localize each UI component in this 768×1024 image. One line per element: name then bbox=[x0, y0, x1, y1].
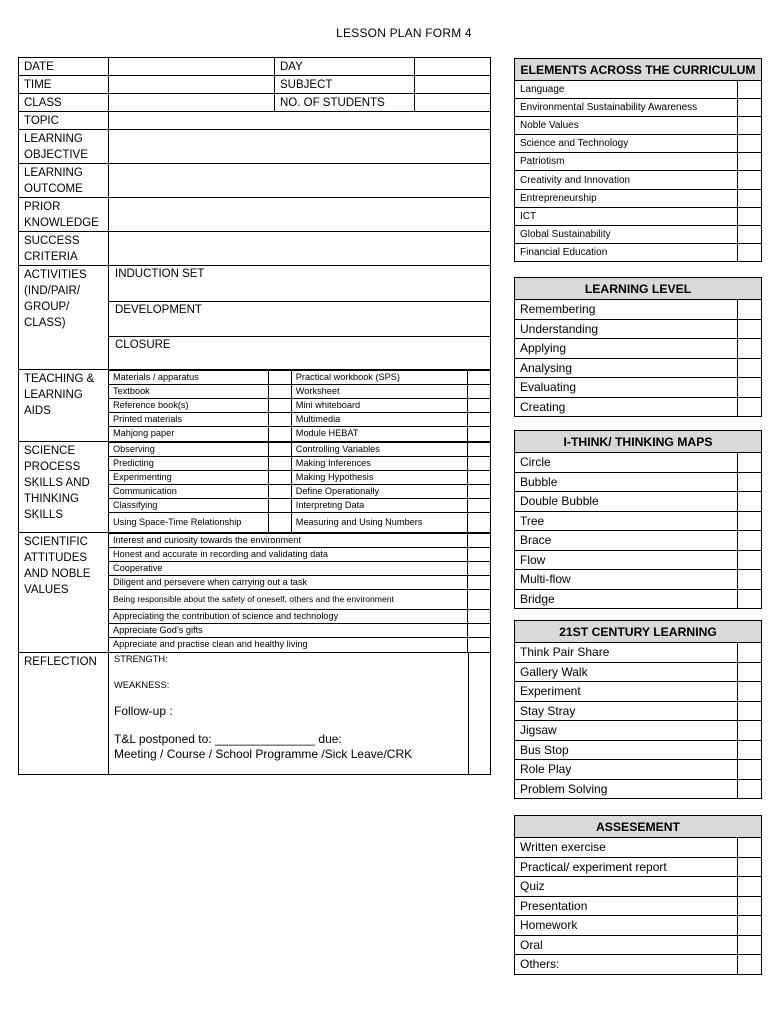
elements-title: ELEMENTS ACROSS THE CURRICULUM bbox=[515, 59, 762, 81]
learning-outcome-label: LEARNING OUTCOME bbox=[19, 164, 109, 198]
time-field[interactable] bbox=[109, 76, 275, 94]
list-item-label: Remembering bbox=[515, 300, 738, 320]
list-item bbox=[515, 319, 762, 339]
subject-field[interactable] bbox=[415, 76, 491, 94]
item-label: Making Hypothesis bbox=[291, 470, 467, 484]
list-item bbox=[515, 740, 762, 760]
list-item-label: Double Bubble bbox=[515, 492, 738, 512]
list-item-label: Environmental Sustainability Awareness bbox=[515, 99, 738, 117]
list-item bbox=[515, 492, 762, 512]
list-item-label: Multi-flow bbox=[515, 570, 738, 590]
item-label: Observing bbox=[109, 442, 269, 456]
item-checkbox[interactable] bbox=[467, 427, 490, 441]
learning-outcome-field[interactable] bbox=[109, 164, 491, 198]
table-row bbox=[109, 534, 490, 548]
table-row bbox=[109, 371, 490, 385]
list-item-label: Practical/ experiment report bbox=[515, 857, 738, 877]
item-label: Measuring and Using Numbers bbox=[291, 512, 467, 532]
science-process-cell bbox=[109, 441, 491, 533]
list-item bbox=[515, 662, 762, 682]
list-item-checkbox[interactable] bbox=[737, 760, 761, 780]
scientific-attitudes-cell bbox=[109, 533, 491, 653]
attitude-label: Cooperative bbox=[109, 562, 467, 576]
weakness-label: WEAKNESS: bbox=[114, 679, 170, 690]
list-item bbox=[515, 877, 762, 897]
strength-label: STRENGTH: bbox=[114, 653, 168, 664]
list-item-label: ICT bbox=[515, 207, 738, 225]
list-item-checkbox[interactable] bbox=[738, 358, 762, 378]
learning-objective-label: LEARNING OBJECTIVE bbox=[19, 130, 109, 164]
list-item bbox=[515, 378, 762, 398]
item-label: Mini whiteboard bbox=[291, 399, 467, 413]
list-item-label: Patriotism bbox=[515, 153, 738, 171]
table-row bbox=[109, 512, 490, 532]
item-label: Interpreting Data bbox=[291, 498, 467, 512]
list-item-checkbox[interactable] bbox=[738, 117, 762, 135]
science-process-table bbox=[109, 442, 490, 533]
reflection-cell bbox=[109, 652, 491, 774]
scientific-attitudes-table bbox=[109, 533, 490, 652]
reflection-label: REFLECTION bbox=[19, 652, 109, 774]
item-checkbox[interactable] bbox=[269, 413, 292, 427]
attitude-label: Appreciate God’s gifts bbox=[109, 624, 467, 638]
table-row bbox=[109, 638, 490, 652]
list-item-checkbox[interactable] bbox=[737, 511, 761, 531]
list-item bbox=[515, 99, 762, 117]
list-item-checkbox[interactable] bbox=[738, 378, 762, 398]
item-checkbox[interactable] bbox=[467, 413, 490, 427]
list-item-label: Jigsaw bbox=[515, 721, 738, 741]
list-item-label: Think Pair Share bbox=[515, 643, 738, 663]
activities-cell bbox=[109, 266, 491, 370]
list-item-label: Bridge bbox=[515, 589, 738, 609]
item-checkbox[interactable] bbox=[269, 399, 292, 413]
list-item bbox=[515, 721, 762, 741]
list-item bbox=[515, 896, 762, 916]
list-item-label: Creating bbox=[515, 397, 738, 417]
induction-set-field[interactable]: INDUCTION SET bbox=[109, 266, 490, 301]
list-item bbox=[515, 779, 762, 799]
c21-title: 21ST CENTURY LEARNING bbox=[515, 621, 762, 643]
list-item bbox=[515, 643, 762, 663]
item-checkbox[interactable] bbox=[467, 484, 490, 498]
table-row bbox=[109, 385, 490, 399]
list-item-label: Oral bbox=[515, 935, 738, 955]
list-item-checkbox[interactable] bbox=[737, 550, 761, 570]
c21-table bbox=[514, 620, 762, 799]
list-item-label: Homework bbox=[515, 916, 738, 936]
item-label: Mahjong paper bbox=[109, 427, 269, 441]
list-item-label: Presentation bbox=[515, 896, 738, 916]
item-label: Experimenting bbox=[109, 470, 269, 484]
attitude-label: Diligent and persevere when carrying out a task bbox=[109, 576, 467, 590]
list-item-checkbox[interactable] bbox=[738, 99, 762, 117]
item-label: Printed materials bbox=[109, 413, 269, 427]
item-label: Worksheet bbox=[291, 385, 467, 399]
list-item-label: Gallery Walk bbox=[515, 662, 738, 682]
list-item bbox=[515, 189, 762, 207]
science-process-label: SCIENCE PROCESS SKILLS AND THINKING SKILLS bbox=[19, 441, 109, 533]
list-item-checkbox[interactable] bbox=[738, 339, 762, 359]
teaching-aids-table bbox=[109, 370, 490, 441]
list-item-label: Language bbox=[515, 81, 738, 99]
postpone-reasons: Meeting / Course / School Programme /Sick Leave/CRK bbox=[114, 746, 413, 761]
topic-label: TOPIC bbox=[19, 112, 109, 130]
table-row bbox=[109, 548, 490, 562]
list-item bbox=[515, 300, 762, 320]
list-item-label: Tree bbox=[515, 511, 738, 531]
list-item-checkbox[interactable] bbox=[738, 171, 762, 189]
list-item-checkbox[interactable] bbox=[738, 189, 762, 207]
item-checkbox[interactable] bbox=[467, 442, 490, 456]
list-item bbox=[515, 358, 762, 378]
attitude-checkbox[interactable] bbox=[467, 576, 490, 590]
table-row bbox=[109, 576, 490, 590]
list-item bbox=[515, 511, 762, 531]
attitude-label: Appreciate and practise clean and healthy living bbox=[109, 638, 467, 652]
list-item bbox=[515, 935, 762, 955]
attitude-checkbox[interactable] bbox=[467, 638, 490, 652]
list-item-checkbox[interactable] bbox=[737, 721, 761, 741]
attitude-checkbox[interactable] bbox=[467, 624, 490, 638]
item-checkbox[interactable] bbox=[269, 442, 292, 456]
reflection-checkbox[interactable] bbox=[468, 653, 490, 774]
item-label: Materials / apparatus bbox=[109, 371, 269, 385]
topic-field[interactable] bbox=[109, 112, 491, 130]
followup-label: Follow-up : bbox=[114, 703, 173, 718]
table-row bbox=[109, 456, 490, 470]
list-item bbox=[515, 397, 762, 417]
list-item-label: Circle bbox=[515, 453, 738, 473]
table-row bbox=[109, 399, 490, 413]
attitude-checkbox[interactable] bbox=[467, 548, 490, 562]
list-item-checkbox[interactable] bbox=[737, 643, 761, 663]
table-row bbox=[109, 624, 490, 638]
list-item-label: Applying bbox=[515, 339, 738, 359]
list-item-checkbox[interactable] bbox=[737, 453, 761, 473]
development-field[interactable]: DEVELOPMENT bbox=[109, 301, 490, 336]
elements-table bbox=[514, 58, 762, 262]
list-item bbox=[515, 589, 762, 609]
list-item-checkbox[interactable] bbox=[738, 225, 762, 243]
list-item-checkbox[interactable] bbox=[738, 243, 762, 261]
list-item-label: Creativity and Innovation bbox=[515, 171, 738, 189]
list-item-label: Quiz bbox=[515, 877, 738, 897]
day-label: DAY bbox=[275, 58, 415, 76]
subject-label: SUBJECT bbox=[275, 76, 415, 94]
item-label: Controlling Variables bbox=[291, 442, 467, 456]
list-item bbox=[515, 243, 762, 261]
list-item-label: Noble Values bbox=[515, 117, 738, 135]
list-item bbox=[515, 550, 762, 570]
item-label: Classifying bbox=[109, 498, 269, 512]
no-students-field[interactable] bbox=[415, 94, 491, 112]
list-item-label: Evaluating bbox=[515, 378, 738, 398]
learning-objective-field[interactable] bbox=[109, 130, 491, 164]
list-item-checkbox[interactable] bbox=[737, 838, 761, 858]
item-label: Making Inferences bbox=[291, 456, 467, 470]
list-item-checkbox[interactable] bbox=[737, 877, 761, 897]
list-item bbox=[515, 570, 762, 590]
table-row bbox=[109, 484, 490, 498]
table-row bbox=[109, 590, 490, 610]
item-label: Multimedia bbox=[291, 413, 467, 427]
attitude-checkbox[interactable] bbox=[467, 534, 490, 548]
success-criteria-label: SUCCESS CRITERIA bbox=[19, 232, 109, 266]
item-checkbox[interactable] bbox=[269, 470, 292, 484]
attitude-label: Interest and curiosity towards the environment bbox=[109, 534, 467, 548]
ithink-table bbox=[514, 430, 762, 609]
item-checkbox[interactable] bbox=[269, 427, 292, 441]
list-item-checkbox[interactable] bbox=[737, 589, 761, 609]
list-item-label: Entrepreneurship bbox=[515, 189, 738, 207]
item-checkbox[interactable] bbox=[467, 399, 490, 413]
time-label: TIME bbox=[19, 76, 109, 94]
list-item bbox=[515, 153, 762, 171]
list-item-checkbox[interactable] bbox=[737, 935, 761, 955]
list-item bbox=[515, 682, 762, 702]
list-item-checkbox[interactable] bbox=[737, 492, 761, 512]
list-item-label: Financial Education bbox=[515, 243, 738, 261]
list-item bbox=[515, 838, 762, 858]
item-label: Reference book(s) bbox=[109, 399, 269, 413]
table-row bbox=[109, 427, 490, 441]
scientific-attitudes-label: SCIENTIFIC ATTITUDES AND NOBLE VALUES bbox=[19, 533, 109, 653]
lesson-plan-table bbox=[18, 57, 491, 775]
item-label: Communication bbox=[109, 484, 269, 498]
list-item-label: Problem Solving bbox=[515, 779, 738, 799]
date-field[interactable] bbox=[109, 58, 275, 76]
item-checkbox[interactable] bbox=[269, 498, 292, 512]
list-item bbox=[515, 207, 762, 225]
item-checkbox[interactable] bbox=[269, 512, 292, 532]
item-checkbox[interactable] bbox=[467, 456, 490, 470]
table-row bbox=[109, 562, 490, 576]
attitude-label: Appreciating the contribution of science and technology bbox=[109, 610, 467, 624]
list-item-label: Experiment bbox=[515, 682, 738, 702]
list-item-checkbox[interactable] bbox=[737, 740, 761, 760]
list-item-checkbox[interactable] bbox=[737, 682, 761, 702]
attitude-label: Being responsible about the safety of oneself, others and the environment bbox=[109, 590, 467, 610]
list-item bbox=[515, 857, 762, 877]
class-label: CLASS bbox=[19, 94, 109, 112]
list-item-checkbox[interactable] bbox=[737, 570, 761, 590]
list-item-checkbox[interactable] bbox=[738, 135, 762, 153]
list-item-checkbox[interactable] bbox=[737, 896, 761, 916]
list-item-checkbox[interactable] bbox=[738, 207, 762, 225]
list-item-label: Global Sustainability bbox=[515, 225, 738, 243]
page-title: LESSON PLAN FORM 4 bbox=[336, 26, 472, 40]
list-item-label: Stay Stray bbox=[515, 701, 738, 721]
list-item-checkbox[interactable] bbox=[738, 81, 762, 99]
ithink-title: I-THINK/ THINKING MAPS bbox=[515, 431, 762, 453]
prior-knowledge-field[interactable] bbox=[109, 198, 491, 232]
attitude-label: Honest and accurate in recording and validating data bbox=[109, 548, 467, 562]
list-item bbox=[515, 453, 762, 473]
item-label: Textbook bbox=[109, 385, 269, 399]
class-field[interactable] bbox=[109, 94, 275, 112]
list-item bbox=[515, 81, 762, 99]
attitude-checkbox[interactable] bbox=[467, 610, 490, 624]
attitude-checkbox[interactable] bbox=[467, 590, 490, 610]
list-item-checkbox[interactable] bbox=[737, 779, 761, 799]
list-item-checkbox[interactable] bbox=[738, 300, 762, 320]
list-item bbox=[515, 701, 762, 721]
list-item-checkbox[interactable] bbox=[738, 153, 762, 171]
learning-level-title: LEARNING LEVEL bbox=[515, 278, 762, 300]
learning-level-table bbox=[514, 277, 762, 417]
list-item-label: Bubble bbox=[515, 472, 738, 492]
teaching-aids-label: TEACHING & LEARNING AIDS bbox=[19, 370, 109, 442]
list-item-checkbox[interactable] bbox=[737, 857, 761, 877]
list-item-label: Written exercise bbox=[515, 838, 738, 858]
item-checkbox[interactable] bbox=[467, 371, 490, 385]
assessment-table bbox=[514, 815, 762, 975]
item-checkbox[interactable] bbox=[269, 456, 292, 470]
item-label: Predicting bbox=[109, 456, 269, 470]
list-item bbox=[515, 531, 762, 551]
list-item-label: Brace bbox=[515, 531, 738, 551]
table-row bbox=[109, 413, 490, 427]
list-item-checkbox[interactable] bbox=[737, 955, 761, 975]
list-item-checkbox[interactable] bbox=[737, 531, 761, 551]
list-item-label: Science and Technology bbox=[515, 135, 738, 153]
activities-label: ACTIVITIES (IND/PAIR/ GROUP/ CLASS) bbox=[19, 266, 109, 370]
list-item bbox=[515, 135, 762, 153]
list-item-label: Others: bbox=[515, 955, 738, 975]
item-checkbox[interactable] bbox=[269, 484, 292, 498]
list-item-label: Role Play bbox=[515, 760, 738, 780]
item-label: Practical workbook (SPS) bbox=[291, 371, 467, 385]
list-item bbox=[515, 117, 762, 135]
list-item-label: Understanding bbox=[515, 319, 738, 339]
closure-field[interactable]: CLOSURE bbox=[115, 338, 171, 351]
teaching-aids-cell bbox=[109, 370, 491, 442]
table-row bbox=[109, 610, 490, 624]
list-item-checkbox[interactable] bbox=[737, 472, 761, 492]
attitude-checkbox[interactable] bbox=[467, 562, 490, 576]
date-label: DATE bbox=[19, 58, 109, 76]
table-row bbox=[109, 470, 490, 484]
item-label: Define Operationally bbox=[291, 484, 467, 498]
list-item-checkbox[interactable] bbox=[738, 319, 762, 339]
list-item-checkbox[interactable] bbox=[737, 916, 761, 936]
success-criteria-field[interactable] bbox=[109, 232, 491, 266]
list-item-checkbox[interactable] bbox=[738, 397, 762, 417]
item-checkbox[interactable] bbox=[269, 385, 292, 399]
item-checkbox[interactable] bbox=[467, 385, 490, 399]
list-item-label: Analysing bbox=[515, 358, 738, 378]
list-item bbox=[515, 225, 762, 243]
table-row bbox=[109, 442, 490, 456]
prior-knowledge-label: PRIOR KNOWLEDGE bbox=[19, 198, 109, 232]
list-item-label: Bus Stop bbox=[515, 740, 738, 760]
list-item bbox=[515, 472, 762, 492]
no-students-label: NO. OF STUDENTS bbox=[275, 94, 415, 112]
item-checkbox[interactable] bbox=[467, 498, 490, 512]
item-checkbox[interactable] bbox=[467, 470, 490, 484]
assessment-title: ASSESEMENT bbox=[515, 816, 762, 838]
list-item bbox=[515, 171, 762, 189]
item-label: Module HEBAT bbox=[291, 427, 467, 441]
day-field[interactable] bbox=[415, 58, 491, 76]
list-item-label: Flow bbox=[515, 550, 738, 570]
list-item-checkbox[interactable] bbox=[737, 701, 761, 721]
item-checkbox[interactable] bbox=[269, 371, 292, 385]
list-item bbox=[515, 760, 762, 780]
list-item bbox=[515, 916, 762, 936]
list-item-checkbox[interactable] bbox=[737, 662, 761, 682]
table-row bbox=[109, 498, 490, 512]
item-label: Using Space-Time Relationship bbox=[109, 512, 269, 532]
postponed-label: T&L postponed to: _______________ due: bbox=[114, 731, 342, 746]
item-checkbox[interactable] bbox=[467, 512, 490, 532]
list-item bbox=[515, 339, 762, 359]
list-item bbox=[515, 955, 762, 975]
